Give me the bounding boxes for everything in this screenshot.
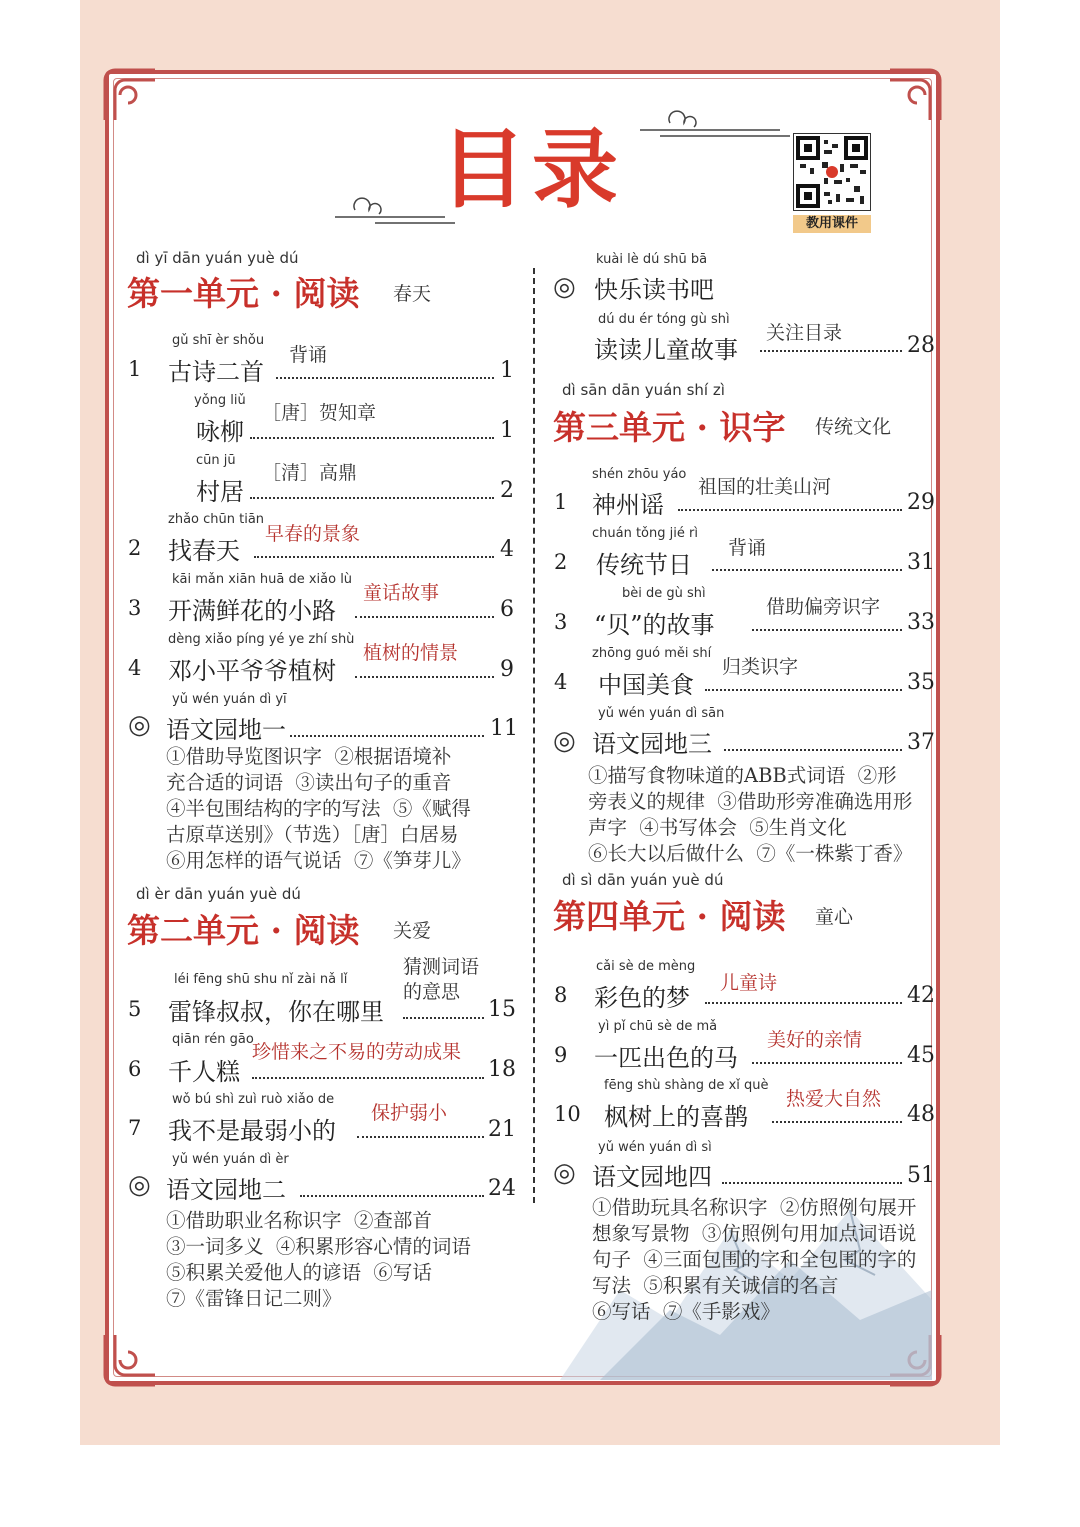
lesson-pinyin: qiān rén gāo: [172, 1032, 254, 1047]
leader-dots: [724, 749, 902, 751]
leader-dots: [772, 1121, 902, 1123]
garden-detail-line: ④半包围结构的字的写法 ⑤《赋得: [166, 797, 471, 820]
page-number: 11: [490, 716, 518, 741]
bullet-circle-icon: ◎: [553, 726, 576, 756]
lesson-title[interactable]: 找春天: [168, 537, 240, 565]
lesson-title[interactable]: 一匹出色的马: [594, 1044, 738, 1072]
corner-ornament-icon: [100, 1330, 160, 1390]
unit-title[interactable]: 第三单元 · 识字: [553, 408, 786, 447]
leader-dots: [290, 735, 484, 737]
page-number: 45: [907, 1043, 935, 1068]
leader-dots: [276, 377, 494, 379]
page-number: 35: [907, 670, 935, 695]
leader-dots: [250, 437, 494, 439]
cloud-ornament-icon: [640, 108, 790, 138]
lesson-title[interactable]: 中国美食: [598, 671, 694, 699]
lesson-number: 1: [554, 490, 568, 514]
leader-dots: [678, 509, 902, 511]
leader-dots: [760, 350, 902, 352]
leader-dots: [357, 1136, 484, 1138]
unit-theme: 关爱: [393, 920, 432, 942]
page-number: 9: [500, 657, 514, 682]
lesson-note: 美好的亲情: [767, 1029, 863, 1051]
garden-detail-line: ①借助导览图识字 ②根据语境补: [166, 745, 452, 768]
lesson-number: 10: [554, 1102, 581, 1126]
garden-detail-line: 充合适的词语 ③读出句子的重音: [166, 771, 452, 794]
leader-dots: [752, 1062, 902, 1064]
leader-dots: [705, 689, 902, 691]
page-number: 37: [907, 730, 935, 755]
lesson-pinyin: kāi mǎn xiān huā de xiǎo lù: [172, 572, 353, 587]
lesson-number: 6: [128, 1057, 142, 1081]
cloud-ornament-icon: [335, 195, 455, 225]
lesson-title[interactable]: 神州谣: [592, 491, 664, 519]
reading-title[interactable]: 快乐读书吧: [594, 276, 714, 304]
lesson-title[interactable]: 传统节日: [596, 551, 692, 579]
lesson-pinyin: chuán tǒng jié rì: [592, 526, 698, 541]
lesson-number: 2: [554, 550, 568, 574]
lesson-title[interactable]: 彩色的梦: [594, 984, 690, 1012]
page-number: 18: [488, 1057, 516, 1082]
leader-dots: [722, 1182, 902, 1184]
lesson-number: 8: [554, 983, 568, 1007]
unit-title[interactable]: 第二单元 · 阅读: [127, 911, 360, 950]
lesson-title[interactable]: 咏柳: [196, 418, 244, 446]
lesson-title[interactable]: 古诗二首: [168, 358, 264, 386]
page-number: 1: [500, 418, 514, 443]
corner-ornament-icon: [100, 65, 160, 125]
unit-title[interactable]: 第四单元 · 阅读: [553, 897, 786, 936]
lesson-note: 背诵: [728, 537, 767, 559]
lesson-number: 7: [128, 1116, 142, 1140]
lesson-title[interactable]: 开满鲜花的小路: [168, 597, 336, 625]
garden-detail-line: 写法 ⑤积累有关诚信的名言: [592, 1274, 839, 1297]
lesson-number: 9: [554, 1043, 568, 1067]
lesson-number: 5: [128, 997, 142, 1021]
bullet-circle-icon: ◎: [128, 1170, 151, 1200]
leader-dots: [254, 556, 494, 558]
garden-detail-line: ①借助玩具名称识字 ②仿照例句展开: [592, 1196, 917, 1219]
qr-code-icon: [793, 133, 871, 211]
lesson-pinyin: yǒng liǔ: [194, 393, 246, 408]
lesson-note: 归类识字: [722, 656, 799, 678]
page-number: 1: [500, 358, 514, 383]
garden-detail-line: ①描写食物味道的ABB式词语 ②形: [588, 764, 897, 787]
page-number: 31: [907, 550, 935, 575]
garden-detail-line: ③一词多义 ④积累形容心情的词语: [166, 1235, 471, 1258]
lesson-note: ［唐］贺知章: [262, 402, 377, 424]
bullet-circle-icon: ◎: [128, 710, 151, 740]
lesson-title[interactable]: 雷锋叔叔，你在哪里: [168, 998, 384, 1026]
lesson-note: 早春的景象: [265, 523, 361, 545]
lesson-number: 1: [128, 357, 142, 381]
lesson-note: 儿童诗: [720, 972, 778, 994]
lesson-pinyin: fēng shù shàng de xǐ què: [604, 1078, 769, 1093]
qr-code[interactable]: [793, 133, 871, 233]
garden-pinyin: yǔ wén yuán dì èr: [172, 1152, 289, 1167]
corner-ornament-icon: [885, 65, 945, 125]
garden-detail-line: ①借助职业名称识字 ②查部首: [166, 1209, 432, 1232]
lesson-pinyin: gǔ shī èr shǒu: [172, 333, 265, 348]
unit-theme: 传统文化: [815, 416, 892, 438]
page-number: 51: [907, 1163, 935, 1188]
column-divider: [533, 268, 535, 1203]
lesson-note: 猜测词语: [403, 956, 480, 978]
garden-detail-line: 句子 ④三面包围的字和全包围的字的: [592, 1248, 917, 1271]
lesson-pinyin: cǎi sè de mèng: [596, 959, 696, 974]
lesson-pinyin: shén zhōu yáo: [592, 467, 687, 482]
bullet-circle-icon: ◎: [553, 272, 576, 302]
lesson-pinyin: yì pǐ chū sè de mǎ: [598, 1019, 718, 1034]
lesson-note: 植树的情景: [363, 642, 459, 664]
unit-pinyin: dì yī dān yuán yuè dú: [136, 249, 299, 267]
lesson-pinyin: cūn jū: [196, 453, 236, 468]
unit-pinyin: dì sì dān yuán yuè dú: [562, 871, 724, 889]
leader-dots: [250, 497, 494, 499]
page-number: 42: [907, 983, 935, 1008]
garden-detail-line: 声字 ④书写体会 ⑤生肖文化: [588, 816, 847, 839]
reading-note: 关注目录: [766, 322, 843, 344]
lesson-number: 4: [128, 656, 142, 680]
page-number: 15: [488, 997, 516, 1022]
page-number: 29: [907, 490, 935, 515]
leader-dots: [712, 569, 902, 571]
unit-theme: 春天: [393, 283, 432, 305]
garden-detail-line: ⑥用怎样的语气说话 ⑦《笋芽儿》: [166, 849, 471, 872]
page-number: 33: [907, 610, 935, 635]
lesson-pinyin: wǒ bú shì zuì ruò xiǎo de: [172, 1092, 335, 1107]
lesson-pinyin: dèng xiǎo píng yé ye zhí shù: [168, 632, 355, 647]
lesson-note: 祖国的壮美山河: [698, 476, 832, 498]
unit-pinyin: dì sān dān yuán shí zì: [562, 381, 725, 399]
garden-pinyin: yǔ wén yuán dì yī: [172, 692, 287, 707]
page-number: 48: [907, 1102, 935, 1127]
lesson-note: 保护弱小: [371, 1102, 448, 1124]
unit-pinyin: dì èr dān yuán yuè dú: [136, 885, 301, 903]
leader-dots: [403, 1017, 484, 1019]
reading-sub-title[interactable]: 读读儿童故事: [594, 336, 738, 364]
garden-detail-line: ⑥长大以后做什么 ⑦《一株紫丁香》: [588, 842, 913, 865]
leader-dots: [705, 1002, 902, 1004]
lesson-note: 背诵: [289, 344, 328, 366]
garden-title[interactable]: 语文园地四: [592, 1163, 712, 1191]
garden-detail-line: ⑥写话 ⑦《手影戏》: [592, 1300, 780, 1323]
garden-pinyin: yǔ wén yuán dì sì: [598, 1140, 712, 1155]
lesson-number: 3: [128, 596, 142, 620]
lesson-title[interactable]: 千人糕: [168, 1058, 240, 1086]
page-title: 目录: [440, 120, 624, 220]
lesson-title[interactable]: 枫树上的喜鹊: [604, 1103, 748, 1131]
lesson-number: 4: [554, 670, 568, 694]
lesson-pinyin: bèi de gù shì: [622, 586, 706, 601]
garden-detail-line: 旁表义的规律 ③借助形旁准确选用形: [588, 790, 913, 813]
unit-theme: 童心: [815, 906, 854, 928]
lesson-pinyin: zhǎo chūn tiān: [168, 512, 265, 527]
leader-dots: [355, 616, 494, 618]
lesson-note-line2: 的意思: [403, 981, 461, 1003]
lesson-note: ［清］高鼎: [262, 462, 358, 484]
garden-detail-line: ⑦《雷锋日记二则》: [166, 1287, 342, 1310]
unit-title[interactable]: 第一单元 · 阅读: [127, 274, 360, 313]
lesson-title[interactable]: “贝”的故事: [594, 611, 715, 639]
garden-title[interactable]: 语文园地二: [166, 1176, 286, 1204]
lesson-title[interactable]: 村居: [196, 478, 244, 506]
garden-title[interactable]: 语文园地一: [166, 716, 286, 744]
garden-detail-line: 想象写景物 ③仿照例句用加点词语说: [592, 1222, 917, 1245]
lesson-number: 3: [554, 610, 568, 634]
qr-label: 教用课件: [793, 215, 871, 233]
lesson-title[interactable]: 我不是最弱小的: [168, 1117, 336, 1145]
lesson-pinyin: zhōng guó měi shí: [592, 646, 712, 661]
reading-sub-pinyin: dú du ér tóng gù shì: [598, 312, 730, 327]
page-number: 21: [488, 1117, 516, 1142]
page-number: 4: [500, 537, 514, 562]
page-number: 6: [500, 597, 514, 622]
lesson-note: 珍惜来之不易的劳动成果: [252, 1041, 462, 1063]
garden-detail-line: ⑤积累关爱他人的谚语 ⑥写话: [166, 1261, 432, 1284]
page-number: 28: [907, 333, 935, 358]
lesson-number: 2: [128, 536, 142, 560]
leader-dots: [355, 676, 494, 678]
garden-detail-line: 古原草送别》（节选）［唐］白居易: [166, 823, 459, 846]
reading-pinyin: kuài lè dú shū bā: [596, 252, 708, 267]
lesson-note: 借助偏旁识字: [766, 596, 881, 618]
lesson-note: 热爱大自然: [786, 1088, 882, 1110]
bullet-circle-icon: ◎: [553, 1158, 576, 1188]
lesson-title[interactable]: 邓小平爷爷植树: [168, 657, 336, 685]
lesson-pinyin: léi fēng shū shu nǐ zài nǎ lǐ: [174, 972, 348, 987]
page-number: 2: [500, 478, 514, 503]
lesson-note: 童话故事: [363, 582, 440, 604]
leader-dots: [752, 629, 902, 631]
garden-pinyin: yǔ wén yuán dì sān: [598, 706, 725, 721]
leader-dots: [300, 1195, 484, 1197]
garden-title[interactable]: 语文园地三: [592, 730, 712, 758]
page-number: 24: [488, 1176, 516, 1201]
leader-dots: [252, 1077, 484, 1079]
